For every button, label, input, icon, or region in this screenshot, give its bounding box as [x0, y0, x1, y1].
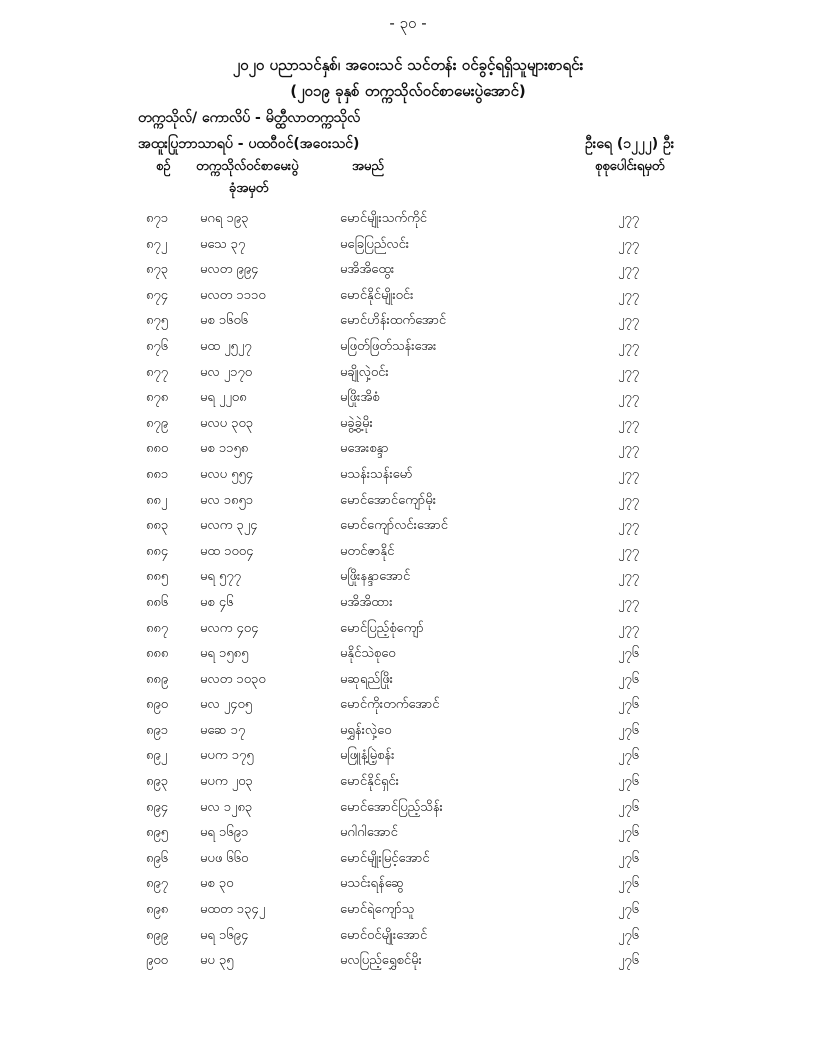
- row-number: ၈၇၉: [146, 415, 169, 431]
- student-name: မောင်ပြည့်စုံကျော်: [340, 620, 424, 636]
- roll-number: မလ ၁၈၅၁: [200, 492, 254, 508]
- university-line: တက္ကသိုလ်/ ကောလိပ် - မိတ္ထီလာတက္ကသိုလ်: [138, 110, 361, 126]
- table-row: [0, 415, 816, 441]
- table-row: [0, 850, 816, 876]
- roll-number: မစ ၁၁၅၈: [200, 441, 249, 457]
- table-row: [0, 747, 816, 773]
- row-number: ၈၉၂: [146, 748, 168, 764]
- student-name: မောင်ကိုးတက်အောင်: [340, 697, 440, 713]
- roll-number: မဂရ ၁၉၃: [200, 211, 249, 226]
- row-number: ၈၉၁: [146, 722, 169, 738]
- roll-number: မလက ၃၂၄: [200, 518, 258, 534]
- roll-number: မထ ၁၀၀၄: [200, 543, 254, 559]
- total-mark: ၂၇၇: [618, 262, 640, 278]
- student-name: မောင်ရဲကျော်သူ: [340, 902, 415, 918]
- table-row: [0, 210, 816, 236]
- table-row: [0, 594, 816, 620]
- total-mark: ၂၇၆: [618, 850, 640, 866]
- total-mark: ၂၇၇: [618, 236, 640, 252]
- row-number: ၈၉၄: [146, 799, 169, 815]
- table-row: [0, 312, 816, 338]
- roll-number: မလက ၄၀၄: [200, 620, 259, 636]
- total-mark: ၂၇၇: [618, 594, 640, 610]
- header-name: အမည်: [352, 159, 384, 174]
- row-number: ၈၇၇: [146, 364, 169, 380]
- total-mark: ၂၇၆: [618, 953, 640, 969]
- total-mark: ၂၇၇: [618, 441, 640, 457]
- row-number: ၉၀၀: [146, 953, 168, 969]
- roll-number: မရ ၁၆၉၁: [200, 825, 249, 841]
- table-row: [0, 568, 816, 594]
- total-mark: ၂၇၇: [618, 466, 640, 482]
- row-number: ၈၈၈: [146, 646, 169, 662]
- total-mark: ၂၇၆: [618, 774, 640, 790]
- roll-number: မစ ၄၆: [200, 594, 234, 610]
- table-row: [0, 543, 816, 569]
- total-mark: ၂၇၇: [618, 211, 640, 226]
- row-number: ၈၇၅: [146, 313, 169, 329]
- table-row: [0, 645, 816, 671]
- table-row: [0, 338, 816, 364]
- roll-number: မပက ၂၀၃: [200, 774, 253, 790]
- total-mark: ၂၇၆: [618, 671, 640, 687]
- row-number: ၈၈၆: [146, 594, 169, 610]
- row-number: ၈၉၆: [146, 850, 169, 866]
- table-row: [0, 620, 816, 646]
- student-name: မဖြိုးနန္ဒာအောင်: [340, 569, 411, 585]
- count-line: ဦးရေ (၁၂၂၂) ဦး: [585, 136, 675, 152]
- student-name: မအိအိထွေး: [340, 262, 395, 278]
- student-name: မောင်ဟိန်းထက်အောင်: [340, 313, 447, 329]
- total-mark: ၂၇၆: [618, 799, 640, 815]
- total-mark: ၂၇၇: [618, 518, 640, 534]
- table-row: [0, 236, 816, 262]
- header-roll: တက္ကသိုလ်ဝင်စာမေးပွဲ: [196, 159, 299, 174]
- row-number: ၈၉၀: [146, 697, 169, 713]
- roll-number: မလတ ၁၀၃၀: [200, 671, 266, 687]
- row-number: ၈၇၂: [146, 236, 168, 252]
- table-row: [0, 773, 816, 799]
- page-number: - ၃၀ -: [389, 14, 427, 32]
- total-mark: ၂၇၇: [618, 492, 640, 508]
- student-name: မောင်နိုင်ရှင်း: [340, 774, 399, 790]
- total-mark: ၂၇၇: [618, 313, 640, 329]
- roll-number: မရ ၁၅၈၅: [200, 646, 249, 662]
- student-name: မဖြိုးအိစံ: [340, 390, 380, 406]
- total-mark: ၂၇၇: [618, 390, 640, 406]
- student-name: မအိအိထား: [340, 594, 393, 610]
- student-name: မောင်ဝင်မျိုးအောင်: [340, 927, 428, 943]
- student-name: မောင်မျိုးသက်ကိုင်: [340, 211, 427, 226]
- table-row: [0, 824, 816, 850]
- total-mark: ၂၇၇: [618, 415, 640, 431]
- student-name: မဖြတ်ဖြတ်သန်းအေး: [340, 338, 437, 354]
- roll-number: မပ ၃၅: [200, 953, 234, 969]
- roll-number: မလတ ၉၉၄: [200, 262, 259, 278]
- student-name: မအေးစန္ဒာ: [340, 441, 389, 457]
- total-mark: ၂၇၆: [618, 902, 640, 918]
- student-name: မဂါဂါအောင်: [340, 825, 398, 841]
- student-name: မဖြူနံ့မြဲ့စန်း: [340, 748, 395, 764]
- total-mark: ၂၇၇: [618, 364, 640, 380]
- table-row: [0, 927, 816, 953]
- row-number: ၈၉၅: [146, 825, 169, 841]
- roll-number: မလတ ၁၁၁၀: [200, 287, 266, 303]
- row-number: ၈၇၆: [146, 338, 169, 354]
- student-name: မောင်နိုင်မျိုးဝင်း: [340, 287, 414, 303]
- table-row: [0, 722, 816, 748]
- table-row: [0, 799, 816, 825]
- table-row: [0, 517, 816, 543]
- header-no: စဉ်: [156, 159, 171, 174]
- total-mark: ၂၇၆: [618, 876, 640, 892]
- row-number: ၈၉၉: [146, 927, 169, 943]
- total-mark: ၂၇၇: [618, 620, 640, 636]
- roll-number: မထ ၂၅၂၇: [200, 338, 252, 354]
- roll-number: မရ ၁၆၉၄: [200, 927, 249, 943]
- row-number: ၈၇၃: [146, 262, 169, 278]
- header-mark: စုစုပေါင်းရမှတ်: [595, 159, 665, 174]
- student-name: မလပြည့်ရွှေစင်မိုး: [340, 953, 422, 969]
- table-row: [0, 389, 816, 415]
- total-mark: ၂၇၇: [618, 569, 640, 585]
- roll-number: မလပ ၃၀၃: [200, 415, 254, 431]
- table-row: [0, 671, 816, 697]
- row-number: ၈၉၇: [146, 876, 169, 892]
- total-mark: ၂၇၆: [618, 697, 640, 713]
- student-name: မခြေပြည်လင်း: [340, 236, 410, 252]
- row-number: ၈၈၄: [146, 543, 169, 559]
- table-row: [0, 364, 816, 390]
- table-row: [0, 261, 816, 287]
- table-row: [0, 492, 816, 518]
- table-row: [0, 466, 816, 492]
- student-name: မတင်ဇာနိုင်: [340, 543, 395, 559]
- row-number: ၈၉၈: [146, 902, 169, 918]
- total-mark: ၂၇၇: [618, 543, 640, 559]
- table-row: [0, 952, 816, 978]
- row-number: ၈၈၇: [146, 620, 169, 636]
- document-title: ၂၀၂၀ ပညာသင်နှစ်၊ အဝေးသင် သင်တန်း ဝင်ခွင့်ရရှိသူများစာရင်း: [232, 56, 584, 74]
- document-subtitle: (၂၀၁၉ ခုနှစ် တက္ကသိုလ်ဝင်စာမေးပွဲအောင်): [290, 82, 526, 100]
- roll-number: မထတ ၁၃၄၂: [200, 902, 266, 918]
- total-mark: ၂၇၆: [618, 825, 640, 841]
- total-mark: ၂၇၆: [618, 748, 640, 764]
- table-row: [0, 901, 816, 927]
- row-number: ၈၈၂: [146, 492, 168, 508]
- table-row: [0, 440, 816, 466]
- roll-number: မလ ၂၄၀၅: [200, 697, 253, 713]
- student-name: မဆုရည်ဖြိုး: [340, 671, 393, 687]
- row-number: ၈၇၈: [146, 390, 169, 406]
- total-mark: ၂၇၆: [618, 722, 640, 738]
- student-name: မောင်ကျော်လင်းအောင်: [340, 518, 448, 534]
- student-name: မနိုင်သဲစုဝေ: [340, 646, 396, 662]
- table-row: [0, 287, 816, 313]
- roll-number: မရ ၅၇၇: [200, 569, 241, 585]
- total-mark: ၂၇၇: [618, 338, 640, 354]
- roll-number: မဆေ ၁၇: [200, 722, 246, 738]
- row-number: ၈၈၁: [146, 466, 169, 482]
- results-table: [0, 210, 816, 978]
- student-name: မရွှန်းလှဲ့ဝေ: [340, 722, 392, 738]
- roll-number: မစ ၁၆၀၆: [200, 313, 249, 329]
- roll-number: မစ ၃၀: [200, 876, 234, 892]
- roll-number: မပဖ ၆၆၀: [200, 850, 249, 866]
- student-name: မသန်းသန်းမော်: [340, 466, 413, 482]
- student-name: မောင်မျိုးမြင့်အောင်: [340, 850, 430, 866]
- table-row: [0, 875, 816, 901]
- roll-number: မလ ၂၁၇၀: [200, 364, 253, 380]
- row-number: ၈၈၃: [146, 518, 169, 534]
- header-roll-line2: ခုံအမှတ်: [229, 181, 269, 196]
- table-row: [0, 696, 816, 722]
- roll-number: မလ ၁၂၈၃: [200, 799, 253, 815]
- subject-line: အထူးပြုဘာသာရပ် - ပထဝီဝင်(အဝေးသင်): [138, 136, 360, 152]
- row-number: ၈၈၀: [146, 441, 169, 457]
- student-name: မချိုလှဲ့ဝင်း: [340, 364, 389, 380]
- student-name: မသင်းရန်ဆွေ: [340, 876, 404, 892]
- roll-number: မရ ၂၂၀၈: [200, 390, 247, 406]
- total-mark: ၂၇၆: [618, 927, 640, 943]
- roll-number: မပက ၁၇၅: [200, 748, 254, 764]
- roll-number: မသေ ၃၇: [200, 236, 246, 252]
- total-mark: ၂၇၆: [618, 646, 640, 662]
- row-number: ၈၇၁: [146, 211, 169, 226]
- student-name: မောင်အောင်ပြည့်သိန်း: [340, 799, 443, 815]
- row-number: ၈၈၅: [146, 569, 169, 585]
- roll-number: မလပ ၅၅၄: [200, 466, 254, 482]
- row-number: ၈၇၄: [146, 287, 169, 303]
- row-number: ၈၉၃: [146, 774, 169, 790]
- student-name: မခွဲ့ခွဲ့မိုး: [340, 415, 373, 431]
- student-name: မောင်အောင်ကျော်မိုး: [340, 492, 436, 508]
- row-number: ၈၈၉: [146, 671, 169, 687]
- total-mark: ၂၇၇: [618, 287, 640, 303]
